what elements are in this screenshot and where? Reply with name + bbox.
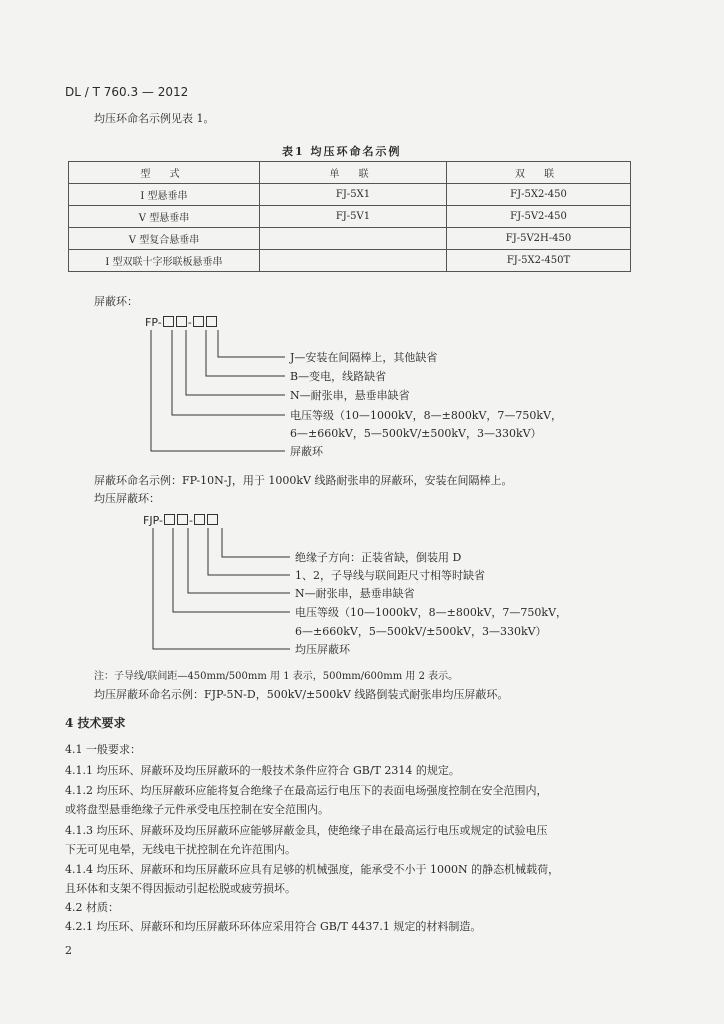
grading-shield-ring-item: 电压等级（10—1000kV，8—±800kV，7—750kV， <box>295 606 568 619</box>
shield-ring-item: 电压等级（10—1000kV，8—±800kV，7—750kV， <box>290 409 563 422</box>
paragraph: 下无可见电晕，无线电干扰控制在允许范围内。 <box>65 843 296 856</box>
table-cell: FJ-5V2H-450 <box>447 228 631 250</box>
paragraph: 4.1.3 均压环、屏蔽环及均压屏蔽环应能够屏蔽金具，使绝缘子串在最高运行电压或规定的试验电压 <box>65 824 548 837</box>
code-prefix: FP- <box>145 316 162 329</box>
paragraph: 4.1 一般要求： <box>65 743 141 756</box>
grading-shield-ring-item: N—耐张串，悬垂串缺省 <box>295 587 415 600</box>
table-cell: V 型悬垂串 <box>69 206 260 228</box>
table-caption: 表1 均压环命名示例 <box>282 145 402 158</box>
grading-shield-ring-note: 注：子导线/联间距—450mm/500mm 用 1 表示，500mm/600mm 用 2 表示。 <box>94 671 459 682</box>
paragraph: 4.1.2 均压环、均压屏蔽环应能将复合绝缘子在最高运行电压下的表面电场强度控制在安全范围内， <box>65 784 548 797</box>
paragraph: 4.1.4 均压环、屏蔽环和均压屏蔽环应具有足够的机械强度，能承受不小于 1000N 的静态机械载荷， <box>65 863 560 876</box>
shield-ring-item: J—安装在间隔棒上，其他缺省 <box>290 351 438 364</box>
paragraph: 4.2.1 均压环、屏蔽环和均压屏蔽环环体应采用符合 GB/T 4437.1 规定的材料制造。 <box>65 920 482 933</box>
paragraph: 4.2 材质： <box>65 901 119 914</box>
table-cell: I 型悬垂串 <box>69 184 260 206</box>
table-cell: FJ-5X2-450 <box>447 184 631 206</box>
shield-ring-code: FP- - <box>145 316 218 329</box>
table-cell: FJ-5V1 <box>260 206 447 228</box>
code-prefix: FJP- <box>143 514 163 527</box>
table-cell: FJ-5X1 <box>260 184 447 206</box>
section-title: 4 技术要求 <box>65 716 126 730</box>
shield-ring-heading: 屏蔽环： <box>94 295 138 308</box>
shield-ring-example: 屏蔽环命名示例：FP-10N-J，用于 1000kV 线路耐张串的屏蔽环，安装在间隔棒上。 <box>94 474 513 487</box>
document-number: DL / T 760.3 — 2012 <box>65 85 189 99</box>
grading-shield-ring-item: 1、2，子导线与联间距尺寸相等时缺省 <box>295 569 485 582</box>
shield-ring-item: 屏蔽环 <box>290 445 323 458</box>
paragraph: 4.1.1 均压环、屏蔽环及均压屏蔽环的一般技术条件应符合 GB/T 2314 的规定。 <box>65 764 460 777</box>
shield-ring-item: 6—±660kV，5—500kV/±500kV，3—330kV） <box>290 427 542 440</box>
shield-ring-item: N—耐张串，悬垂串缺省 <box>290 389 410 402</box>
grading-shield-ring-heading: 均压屏蔽环： <box>94 492 160 505</box>
grading-shield-ring-item: 均压屏蔽环 <box>295 643 350 656</box>
column-header: 双 联 <box>447 162 631 184</box>
grading-shield-ring-code: FJP- - <box>143 514 219 527</box>
column-header: 单 联 <box>260 162 447 184</box>
column-header: 型 式 <box>69 162 260 184</box>
paragraph: 或将盘型悬垂绝缘子元件承受电压控制在安全范围内。 <box>65 803 329 816</box>
paragraph: 且环体和支架不得因振动引起松脱或疲劳损坏。 <box>65 882 296 895</box>
table-cell: FJ-5V2-450 <box>447 206 631 228</box>
grading-shield-ring-item: 绝缘子方向：正装省缺，倒装用 D <box>295 551 462 564</box>
table-cell: FJ-5X2-450T <box>447 250 631 272</box>
intro-line: 均压环命名示例见表 1。 <box>94 112 215 125</box>
table-cell: V 型复合悬垂串 <box>69 228 260 250</box>
grading-shield-ring-item: 6—±660kV，5—500kV/±500kV，3—330kV） <box>295 625 547 638</box>
grading-shield-ring-example: 均压屏蔽环命名示例：FJP-5N-D，500kV/±500kV 线路倒装式耐张串均压屏蔽环。 <box>94 688 509 701</box>
shield-ring-item: B—变电，线路缺省 <box>290 370 387 383</box>
table-cell: I 型双联十字形联板悬垂串 <box>69 250 260 272</box>
page-number: 2 <box>65 944 72 957</box>
